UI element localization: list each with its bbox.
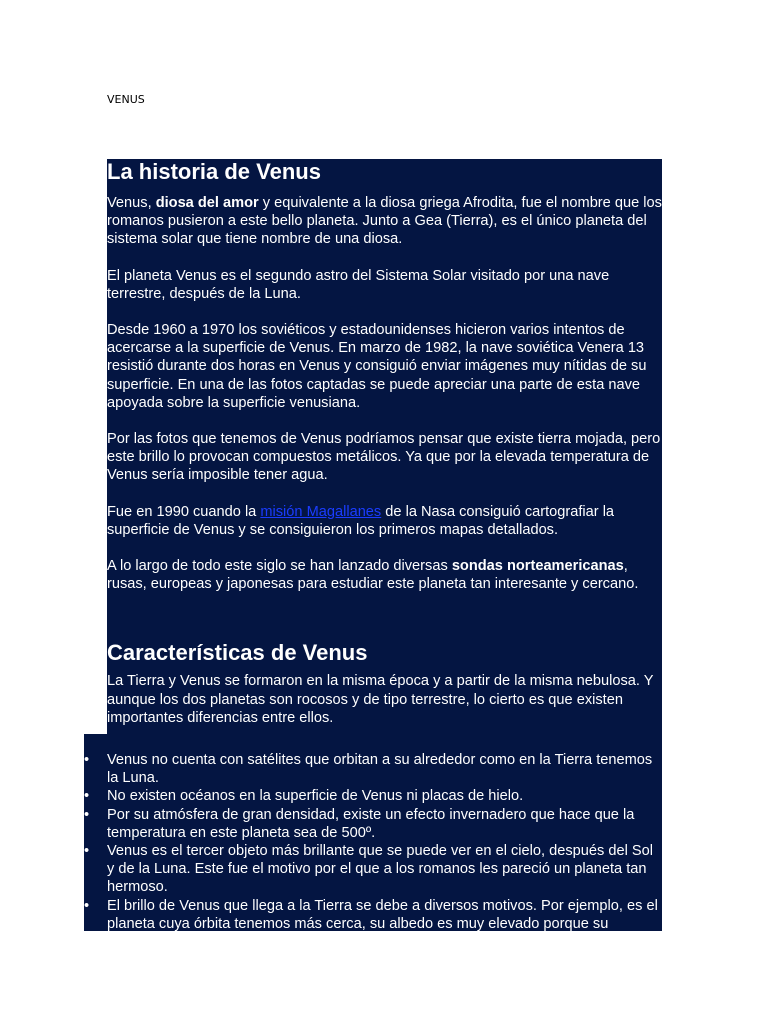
history-paragraph-2: El planeta Venus es el segundo astro del Sistema Solar visitado por una nave terrestre, después de la Luna. [107, 267, 610, 302]
document-header: VENUS [107, 93, 145, 106]
history-paragraph-6 [107, 557, 662, 593]
list-item-text: No existen océanos en la superficie de Venus ni placas de hielo. [107, 788, 524, 805]
history-paragraph-4: Por las fotos que tenemos de Venus podríamos pensar que existe tierra mojada, pero este brillo lo provocan compuestos metálicos. Ya que por la elevada temperatura de Venus sería imposible tener agua. [107, 431, 661, 484]
bullet-icon: • [84, 843, 90, 860]
list-item [84, 787, 662, 805]
list-item-text: Venus no cuenta con satélites que orbitan a su alrededor como en la Tierra tenemos la Luna. [107, 752, 653, 787]
history-p6-text-a: A lo largo de todo este siglo se han lanzado diversas [107, 558, 452, 575]
bullet-icon: • [84, 897, 90, 914]
bullet-icon: • [84, 788, 90, 805]
list-item [84, 806, 662, 842]
history-p5-text-b: de la Nasa consiguió cartografiar la superficie de Venus y se consiguieron los primeros mapas detallados. [107, 503, 615, 538]
list-item [84, 842, 662, 897]
history-paragraph-5 [107, 503, 662, 539]
features-list-panel [84, 734, 662, 931]
content-panel [107, 159, 662, 734]
history-p1-text-b: y equivalente a la diosa griega Afrodita, fue el nombre que los romanos pusieron a este bello planeta. Junto a Gea (Tierra), es el único planeta del sistema solar que tiene nombre de una diosa. [107, 195, 662, 248]
features-heading: Características de Venus [107, 640, 368, 666]
history-p6-bold: sondas norteamericanas [451, 558, 624, 575]
mision-magallanes-link[interactable]: misión Magallanes [260, 503, 382, 520]
history-p5-text-a: Fue en 1990 cuando la [107, 503, 261, 520]
list-item-text: El brillo de Venus que llega a la Tierra se debe a diversos motivos. Por ejemplo, es el planeta cuya órbita tenemos más cerca, su albedo es muy elevado porque su [107, 897, 658, 931]
features-intro: La Tierra y Venus se formaron en la misma época y a partir de la misma nebulosa. Y aunque los dos planetas son rocosos y de tipo terrestre, lo cierto es que existen importantes diferencias entre ellos. [107, 673, 654, 726]
history-paragraph-3: Desde 1960 a 1970 los soviéticos y estadounidenses hicieron varios intentos de acercarse a la superficie de Venus. En marzo de 1982, la nave soviética Venera 13 resistió durante dos horas en Venus y consiguió enviar imágenes muy nítidas de su superficie. En una de las fotos captadas se puede apreciar una parte de esta nave apoyada sobre la superficie venusiana. [107, 322, 647, 411]
bullet-icon: • [84, 752, 90, 768]
list-item-text: Por su atmósfera de gran densidad, existe un efecto invernadero que hace que la temperatura en este planeta sea de 500º. [107, 806, 635, 841]
bullet-icon: • [84, 806, 90, 823]
history-paragraph-1 [107, 194, 662, 249]
history-p1-text-a: Venus, [107, 195, 156, 211]
features-list [84, 751, 662, 931]
history-p1-bold: diosa del amor [155, 195, 259, 211]
history-p6-text-b: , rusas, europeas y japonesas para estudiar este planeta tan interesante y cercano. [107, 558, 639, 593]
history-heading: La historia de Venus [107, 159, 321, 184]
list-item-text: Venus es el tercer objeto más brillante que se puede ver en el cielo, después del Sol y de la Luna. Este fue el motivo por el que a los romanos les pareció un planeta tan hermoso. [107, 843, 653, 896]
list-item [84, 897, 662, 931]
list-item [84, 751, 662, 787]
